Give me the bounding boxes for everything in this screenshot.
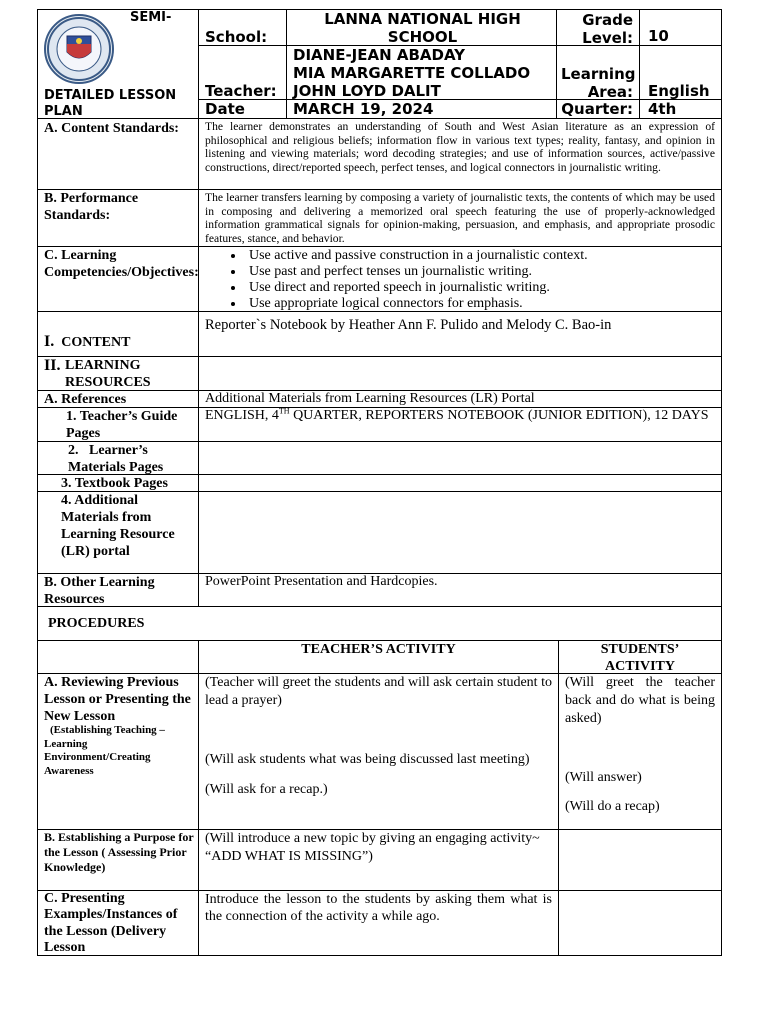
learning-area-value: English [648,82,710,100]
date-value-cell [286,99,557,119]
competencies-list-cell [198,246,722,312]
resources-blank-cell [198,356,722,391]
procedure-b-label: B. Establishing a Purpose for the Lesson ( Assessing Prior Knowledge) [44,830,194,874]
teacher-name-1: DIANE-JEAN ABADAY [293,46,466,64]
procedures-header-blank-cell [37,640,199,674]
other-resources-text-cell [198,573,722,607]
date-value: MARCH 19, 2024 [293,100,434,118]
content-heading-cell [37,311,199,357]
resources-roman-numeral: II. [44,357,61,374]
competencies-label-cell [37,246,199,312]
teachers-guide-superscript: TH [278,406,290,416]
learning-area-label: Learning Area: [561,65,636,101]
competency-item: • Use active and passive construction in a journalistic context. [245,248,755,264]
quarter-label: Quarter: [561,100,633,118]
additional-materials-label-cell [37,491,199,574]
teachers-guide-label: 1. Teacher’s Guide Pages [66,409,178,441]
additional-materials-label: 4. Additional Materials from Learning Resource (LR) portal [61,493,175,559]
references-label-cell [37,390,199,408]
teachers-guide-text-cell [198,407,722,442]
quarter-value: 4th [648,100,677,118]
content-standards-label: A. Content Standards: [44,121,179,136]
grade-label-cell [556,9,640,46]
grade-level-value: 10 [648,27,669,45]
school-label: School: [205,28,268,46]
learners-materials-value-cell [198,441,722,475]
teacher-name-3: JOHN LOYD DALIT [293,82,441,100]
procedure-a-students-cell [558,673,722,830]
procedure-a-teacher-text-3: (Will ask for a recap.) [205,782,328,797]
teacher-activity-header-cell [198,640,559,674]
teacher-value-cell [286,45,557,100]
procedure-a-teacher-text-1: (Teacher will greet the students and will ask certain student to lead a prayer) [205,675,552,708]
content-standards-text: The learner demonstrates an understanding of South and West Asian literature as an expression of philosophical and religious beliefs; information flow in various text types; reality, fantasy, and opinion in listening and viewing materials; word decoding strategies; and use of information sources, active/passive constructions, direct/reported speech, perfect tenses, and logical connectors in journalistic writing. [205,120,715,174]
teacher-name-2: MIA MARGARETTE COLLADO [293,64,531,82]
procedure-b-label-cell [37,829,199,891]
content-standards-label-cell [37,118,199,190]
other-resources-label: B. Other Learning Resources [44,575,155,607]
other-resources-label-cell [37,573,199,607]
resources-heading-cell [37,356,199,391]
grade-value-cell [639,9,722,46]
students-activity-header-cell [558,640,722,674]
content-standards-text-cell [198,118,722,190]
procedure-c-label: C. Presenting Examples/Instances of the Lesson (Delivery Lesson [44,891,178,955]
textbook-label-cell [37,474,199,492]
school-name: LANNA NATIONAL HIGH SCHOOL [324,10,521,46]
teacher-label: Teacher: [205,82,277,100]
competency-item: • Use past and perfect tenses un journalistic writing. [245,264,755,280]
learners-materials-label-cell [37,441,199,475]
content-text-cell [198,311,722,357]
textbook-label: 3. Textbook Pages [61,476,168,491]
procedures-heading: PROCEDURES [48,616,145,631]
procedure-a-students-text-3: (Will do a recap) [565,799,660,814]
procedure-b-students-cell [558,829,722,891]
additional-materials-value-cell [198,491,722,574]
procedure-c-label-cell [37,890,199,956]
deped-seal-icon [44,14,114,84]
teachers-guide-text-b: QUARTER, REPORTERS NOTEBOOK (JUNIOR EDITION), 12 DAYS [289,408,709,423]
learning-area-value-cell [639,45,722,100]
procedure-a-teacher-cell [198,673,559,830]
procedure-a-students-text-1: (Will greet the teacher back and do what is being asked) [565,675,715,726]
school-value-cell [286,9,557,46]
references-text: Additional Materials from Learning Resources (LR) Portal [205,391,535,406]
teachers-guide-text [205,408,710,424]
content-roman-numeral: I. [44,333,55,350]
textbook-value-cell [198,474,722,492]
teacher-activity-header: TEACHER’S ACTIVITY [301,642,456,657]
students-activity-header: STUDENTS’ ACTIVITY [600,642,680,674]
content-text: Reporter`s Notebook by Heather Ann F. Pulido and Melody C. Bao-in [205,317,612,333]
competency-item: • Use direct and reported speech in journalistic writing. [245,280,755,296]
references-label: A. References [44,392,127,407]
resources-heading: LEARNING RESOURCES [65,358,151,390]
procedure-b-teacher-text: (Will introduce a new topic by giving an engaging activity~ “ADD WHAT IS MISSING”) [205,831,540,864]
teachers-guide-text-a: ENGLISH, 4 [205,408,279,423]
procedure-c-teacher-text: Introduce the lesson to the students by asking them what is the connection of the activity a while ago. [205,892,552,924]
procedure-c-teacher-cell [198,890,559,956]
procedures-heading-cell [37,606,722,641]
grade-level-label: Grade Level: [582,11,633,47]
quarter-value-cell [639,99,722,119]
teachers-guide-label-cell [37,407,199,442]
teacher-label-cell [198,45,287,100]
references-text-cell [198,390,722,408]
learning-area-label-cell [556,45,640,100]
date-label: Date [205,100,245,118]
procedure-a-label-cell [37,673,199,830]
date-label-cell [198,99,287,119]
school-label-cell [198,9,287,46]
procedure-c-students-cell [558,890,722,956]
content-heading [44,332,130,353]
performance-standards-text: The learner transfers learning by composing a variety of journalistic texts, the contents of which may be used in composing and delivering a memorized oral speech featuring the use of properly-acknowledged information grammatical signals for opinion-making, persuasion, and emphasis, and appropriate prosodic features, stance, and behavior. [205,191,715,245]
quarter-label-cell [556,99,640,119]
procedure-a-label: A. Reviewing Previous Lesson or Presenting the New Lesson [44,675,191,724]
procedure-a-students-text-2: (Will answer) [565,770,642,785]
header-logo-cell [37,9,199,119]
procedure-a-teacher-text-2: (Will ask students what was being discussed last meeting) [205,752,530,767]
competencies-list [199,248,755,312]
competencies-label: C. Learning Competencies/Objectives: [44,248,199,280]
content-heading-label: CONTENT [61,335,131,350]
lesson-plan-title: DETAILED LESSON PLAN [44,88,177,119]
performance-standards-label: B. Performance Standards: [44,191,139,223]
procedure-a-sublabel: (Establishing Teaching – Learning Environment/Creating Awareness [44,724,165,777]
performance-standards-text-cell [198,189,722,247]
procedure-b-teacher-cell [198,829,559,891]
performance-standards-label-cell [37,189,199,247]
other-resources-text: PowerPoint Presentation and Hardcopies. [205,574,438,589]
competency-item: • Use appropriate logical connectors for emphasis. [245,296,755,312]
learners-materials-label: 2. Learner’s Materials Pages [68,443,164,475]
lesson-plan-title-top: SEMI- [130,10,172,25]
